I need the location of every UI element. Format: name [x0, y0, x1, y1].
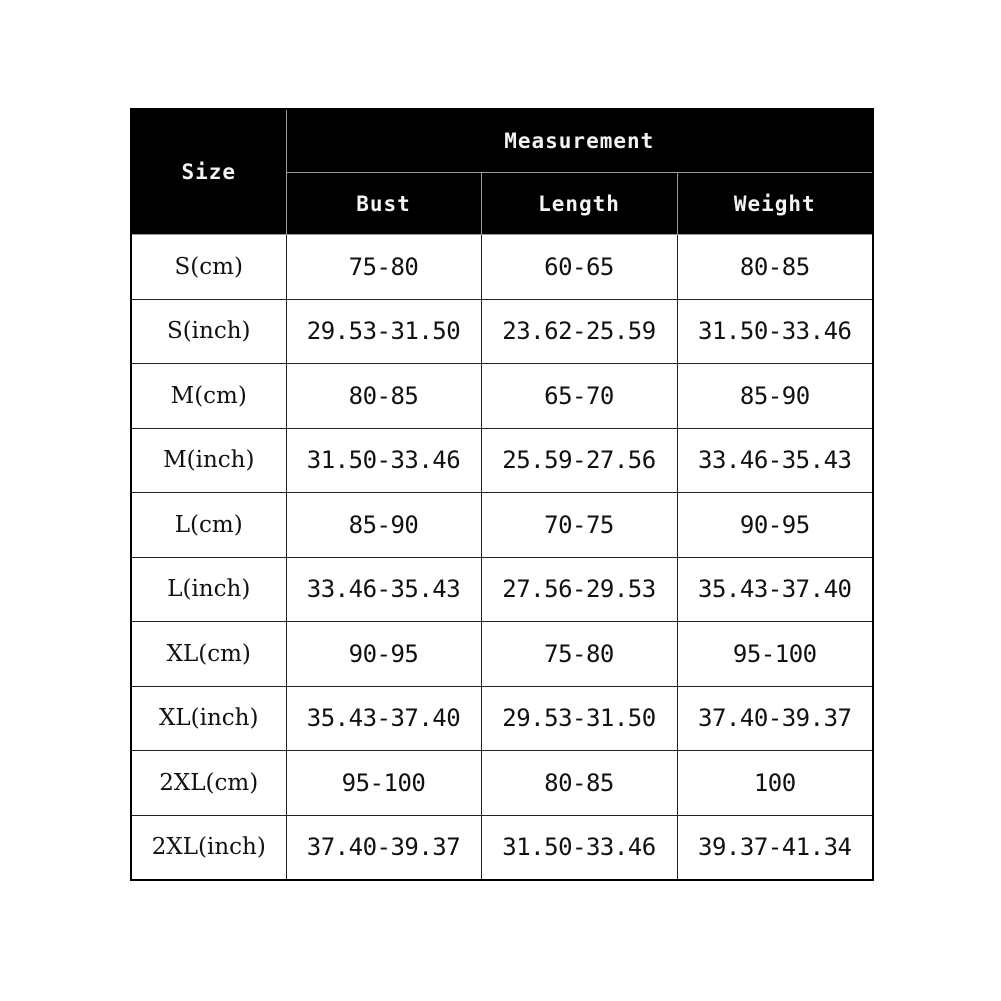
- length-cell: 27.56-29.53: [481, 557, 677, 622]
- table-row: [131, 493, 873, 558]
- size-cell: S(cm): [131, 235, 286, 300]
- weight-cell: 90-95: [677, 493, 873, 558]
- weight-cell: 35.43-37.40: [677, 557, 873, 622]
- table-row: [131, 299, 873, 364]
- length-cell: 65-70: [481, 364, 677, 429]
- table-row: [131, 557, 873, 622]
- length-cell: 80-85: [481, 751, 677, 816]
- length-cell: 25.59-27.56: [481, 428, 677, 493]
- size-cell: M(cm): [131, 364, 286, 429]
- length-cell: 23.62-25.59: [481, 299, 677, 364]
- weight-cell: 85-90: [677, 364, 873, 429]
- bust-cell: 35.43-37.40: [286, 686, 481, 751]
- bust-cell: 90-95: [286, 622, 481, 687]
- size-cell: S(inch): [131, 299, 286, 364]
- weight-cell: 100: [677, 751, 873, 816]
- weight-cell: 80-85: [677, 235, 873, 300]
- size-cell: 2XL(cm): [131, 751, 286, 816]
- bust-cell: 80-85: [286, 364, 481, 429]
- bust-column-header: Bust: [286, 173, 481, 235]
- bust-cell: 33.46-35.43: [286, 557, 481, 622]
- size-cell: XL(inch): [131, 686, 286, 751]
- size-cell: M(inch): [131, 428, 286, 493]
- size-cell: 2XL(inch): [131, 815, 286, 880]
- table-header: [131, 109, 873, 235]
- size-chart-table: [130, 108, 874, 881]
- bust-cell: 31.50-33.46: [286, 428, 481, 493]
- bust-cell: 95-100: [286, 751, 481, 816]
- bust-cell: 85-90: [286, 493, 481, 558]
- weight-cell: 37.40-39.37: [677, 686, 873, 751]
- size-cell: XL(cm): [131, 622, 286, 687]
- table-body: [131, 235, 873, 881]
- table-row: [131, 815, 873, 880]
- weight-cell: 33.46-35.43: [677, 428, 873, 493]
- length-cell: 70-75: [481, 493, 677, 558]
- header-row-group: [131, 109, 873, 173]
- bust-cell: 75-80: [286, 235, 481, 300]
- length-cell: 60-65: [481, 235, 677, 300]
- length-cell: 31.50-33.46: [481, 815, 677, 880]
- length-cell: 29.53-31.50: [481, 686, 677, 751]
- table-row: [131, 364, 873, 429]
- table-row: [131, 686, 873, 751]
- table-row: [131, 428, 873, 493]
- measurement-group-header: Measurement: [286, 109, 873, 173]
- size-column-header: Size: [131, 109, 286, 235]
- bust-cell: 37.40-39.37: [286, 815, 481, 880]
- weight-cell: 31.50-33.46: [677, 299, 873, 364]
- table-row: [131, 751, 873, 816]
- weight-cell: 95-100: [677, 622, 873, 687]
- table-row: [131, 235, 873, 300]
- length-cell: 75-80: [481, 622, 677, 687]
- weight-column-header: Weight: [677, 173, 873, 235]
- size-cell: L(inch): [131, 557, 286, 622]
- length-column-header: Length: [481, 173, 677, 235]
- table-row: [131, 622, 873, 687]
- weight-cell: 39.37-41.34: [677, 815, 873, 880]
- bust-cell: 29.53-31.50: [286, 299, 481, 364]
- size-cell: L(cm): [131, 493, 286, 558]
